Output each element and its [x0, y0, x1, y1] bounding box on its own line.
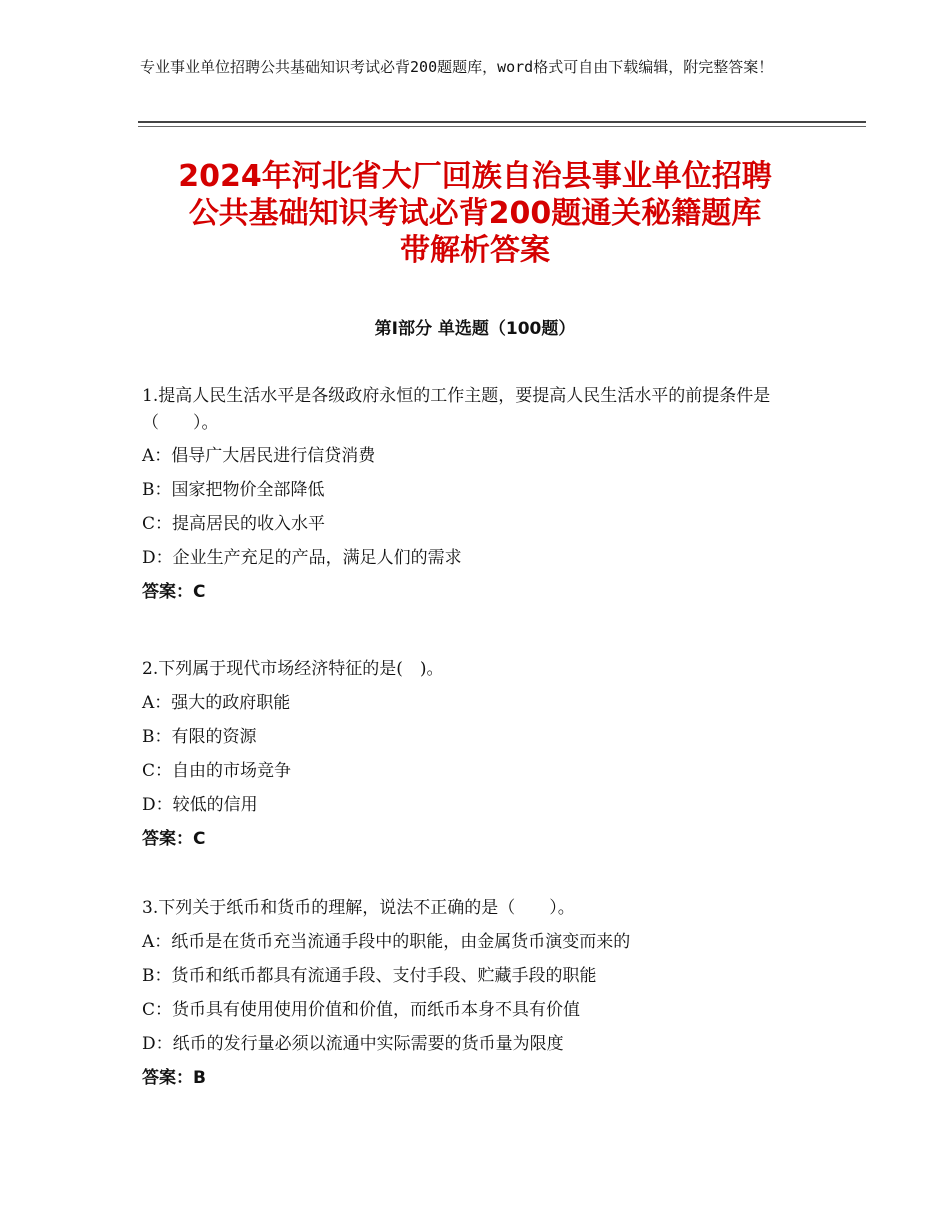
question-2 — [142, 652, 822, 856]
question-stem: 3.下列关于纸币和货币的理解，说法不正确的是（ ）。 — [142, 898, 575, 918]
option-b: B：货币和纸币都具有流通手段、支付手段、贮藏手段的职能 — [142, 966, 597, 986]
option-d: D：企业生产充足的产品，满足人们的需求 — [142, 548, 462, 568]
header-rule-thin — [138, 126, 866, 127]
question-stem: 2.下列属于现代市场经济特征的是( )。 — [142, 659, 444, 679]
option-c: C：提高居民的收入水平 — [142, 514, 326, 534]
option-b: B：国家把物价全部降低 — [142, 480, 325, 500]
option-a: A：强大的政府职能 — [142, 693, 291, 713]
question-3 — [142, 891, 822, 1095]
section-heading: 第Ⅰ部分 单选题（100题） — [374, 319, 576, 339]
header-note: 专业事业单位招聘公共基础知识考试必背200题题库，word格式可自由下载编辑，附完整答案！ — [140, 58, 774, 76]
option-c: C：货币具有使用使用价值和价值，而纸币本身不具有价值 — [142, 1000, 581, 1020]
option-a: A：倡导广大居民进行信贷消费 — [142, 446, 376, 466]
option-a: A：纸币是在货币充当流通手段中的职能，由金属货币演变而来的 — [142, 932, 631, 952]
option-d: D：纸币的发行量必须以流通中实际需要的货币量为限度 — [142, 1034, 564, 1054]
option-c: C：自由的市场竞争 — [142, 761, 292, 781]
option-b: B：有限的资源 — [142, 727, 257, 747]
header-rule-thick — [138, 121, 866, 123]
question-stem: 1.提高人民生活水平是各级政府永恒的工作主题，要提高人民生活水平的前提条件是（ ）。 — [142, 386, 771, 433]
question-1 — [142, 383, 822, 609]
title-line: 2024年河北省大厂回族自治县事业单位招聘 — [178, 159, 772, 194]
answer-text: 答案：B — [142, 1068, 206, 1088]
document-title — [90, 158, 860, 269]
answer-text: 答案：C — [142, 582, 206, 602]
option-d: D：较低的信用 — [142, 795, 258, 815]
title-line: 带解析答案 — [400, 233, 550, 268]
answer-text: 答案：C — [142, 829, 206, 849]
title-line: 公共基础知识考试必背200题通关秘籍题库 — [188, 196, 762, 231]
